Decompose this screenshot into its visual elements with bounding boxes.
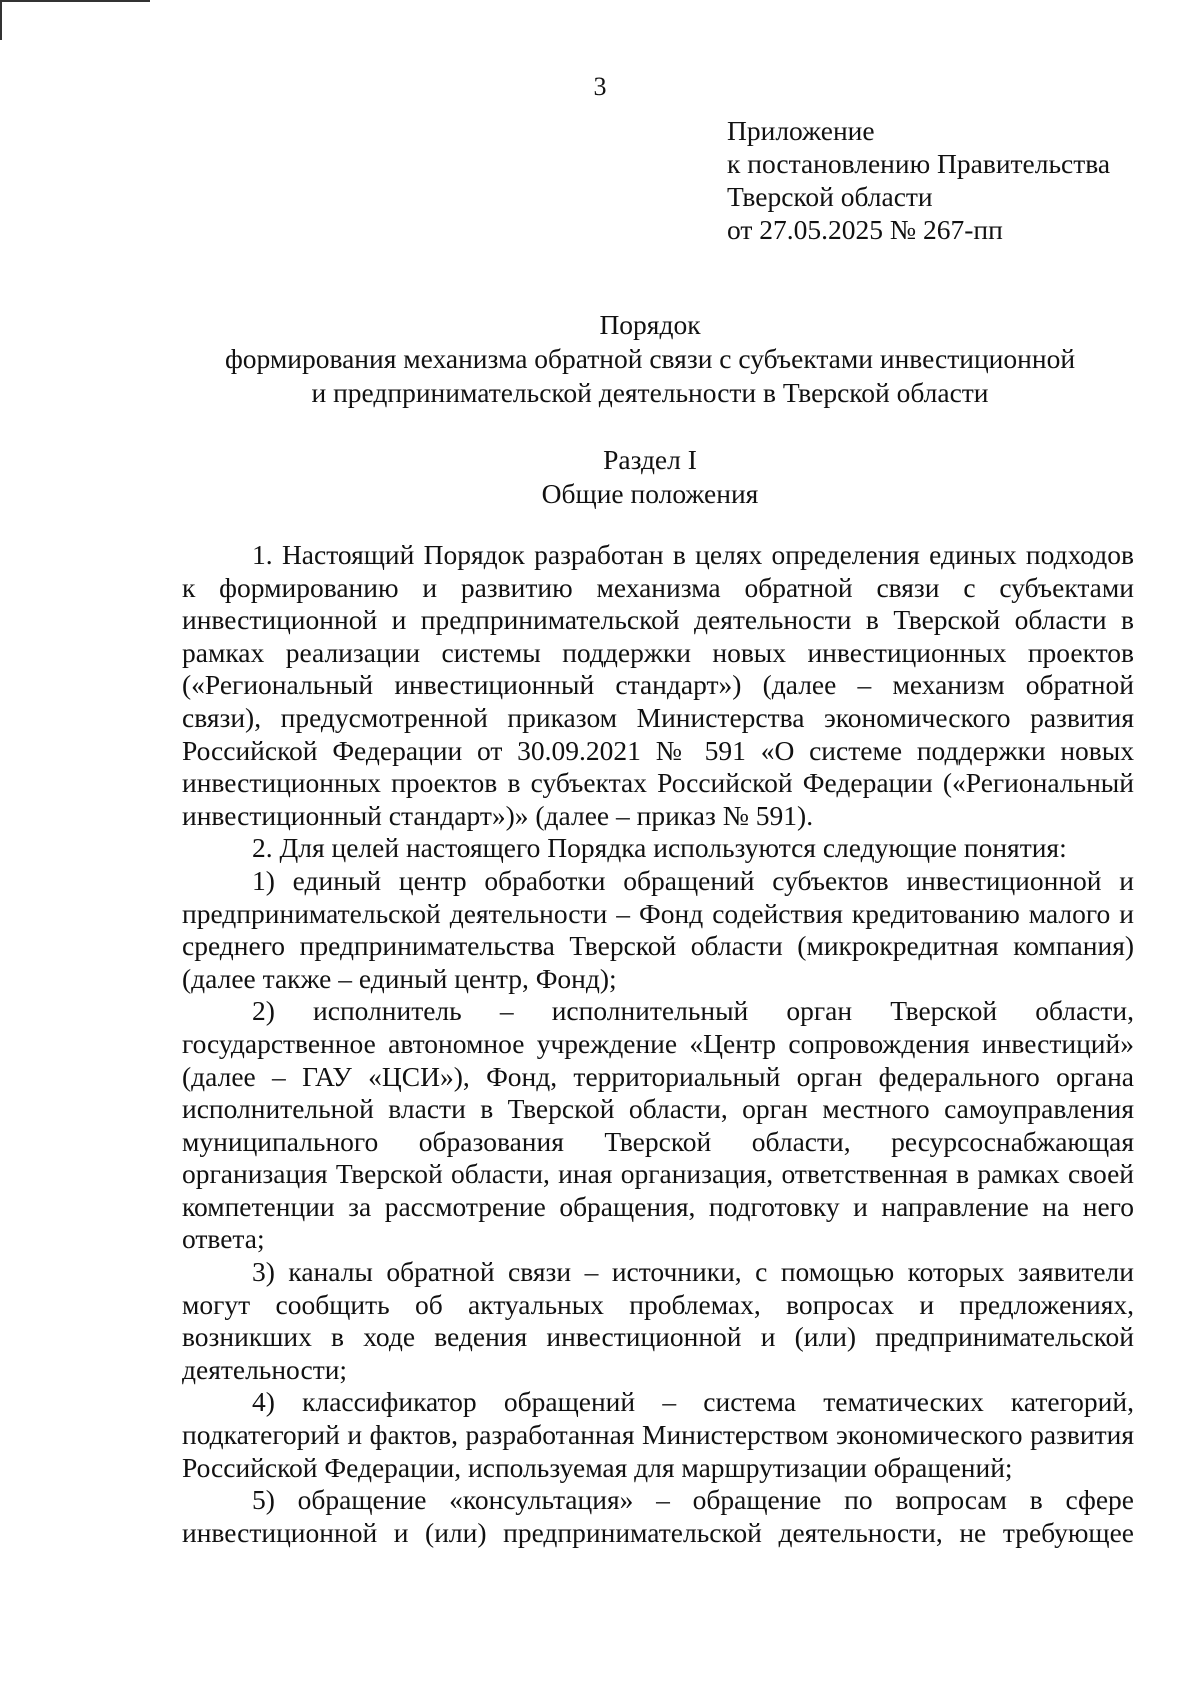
- scan-edge-mark: [0, 0, 150, 2]
- appendix-date-number: от 27.05.2025 № 267-пп: [727, 214, 1003, 245]
- title-line: и предпринимательской деятельности в Тверской области: [311, 377, 989, 408]
- paragraph: 1. Настоящий Порядок разработан в целях определения единых подходов к формированию и развитию механизма обратной связи с субъектами инвестиционной и предпринимательской деятельности в Тверской области в рамках реализации системы поддержки новых инвестиционных проектов («Региональный инвестиционный стандарт») (далее – механизм обратной связи), предусмотренной приказом Министерства экономического развития Российской Федерации от 30.09.2021 № 591 «О системе поддержки новых инвестиционных проектов в субъектах Российской Федерации («Региональный инвестиционный стандарт»)» (далее – приказ № 591).: [182, 539, 1134, 831]
- section-name: Общие положения: [541, 478, 759, 509]
- document-body: [182, 539, 1134, 1549]
- appendix-line: Тверской области: [727, 181, 933, 212]
- paragraph: 3) каналы обратной связи – источники, с помощью которых заявители могут сообщить об актуальных проблемах, вопросах и предложениях, возникших в ходе ведения инвестиционной и (или) предпринимательской деятельности;: [182, 1256, 1134, 1385]
- appendix-line: Приложение: [727, 115, 875, 146]
- title-line: Порядок: [599, 309, 701, 340]
- paragraph: 4) классификатор обращений – система тематических категорий, подкатегорий и фактов, разработанная Министерством экономического развития Российской Федерации, используемая для маршрутизации обращений;: [182, 1386, 1134, 1483]
- paragraph: 1) единый центр обработки обращений субъектов инвестиционной и предпринимательской деятельности – Фонд содействия кредитованию малого и среднего предпринимательства Тверской области (микрокредитная компания) (далее также – единый центр, Фонд);: [182, 864, 1134, 994]
- paragraph: 2) исполнитель – исполнительный орган Тверской области, государственное автономное учреждение «Центр сопровождения инвестиций» (далее – ГАУ «ЦСИ»), Фонд, территориальный орган федерального органа исполнительной власти в Тверской области, орган местного самоуправления муниципального образования Тверской области, ресурсоснабжающая организация Тверской области, иная организация, ответственная в рамках своей компетенции за рассмотрение обращения, подготовку и направление на него ответа;: [182, 995, 1134, 1255]
- paragraph: 5) обращение «консультация» – обращение по вопросам в сфере инвестиционной и (или) предпринимательской деятельности, не требующее: [182, 1484, 1134, 1548]
- scan-edge-mark: [0, 0, 2, 40]
- title-line: формирования механизма обратной связи с субъектами инвестиционной: [224, 343, 1076, 374]
- section-heading: [150, 443, 1150, 511]
- paragraph: 2. Для целей настоящего Порядка используются следующие понятия:: [252, 832, 1067, 864]
- appendix-line: к постановлению Правительства: [727, 148, 1111, 179]
- section-number: Раздел I: [603, 444, 697, 475]
- document-title: [150, 308, 1150, 410]
- appendix-block: [727, 114, 1110, 246]
- page-number: 3: [593, 72, 607, 101]
